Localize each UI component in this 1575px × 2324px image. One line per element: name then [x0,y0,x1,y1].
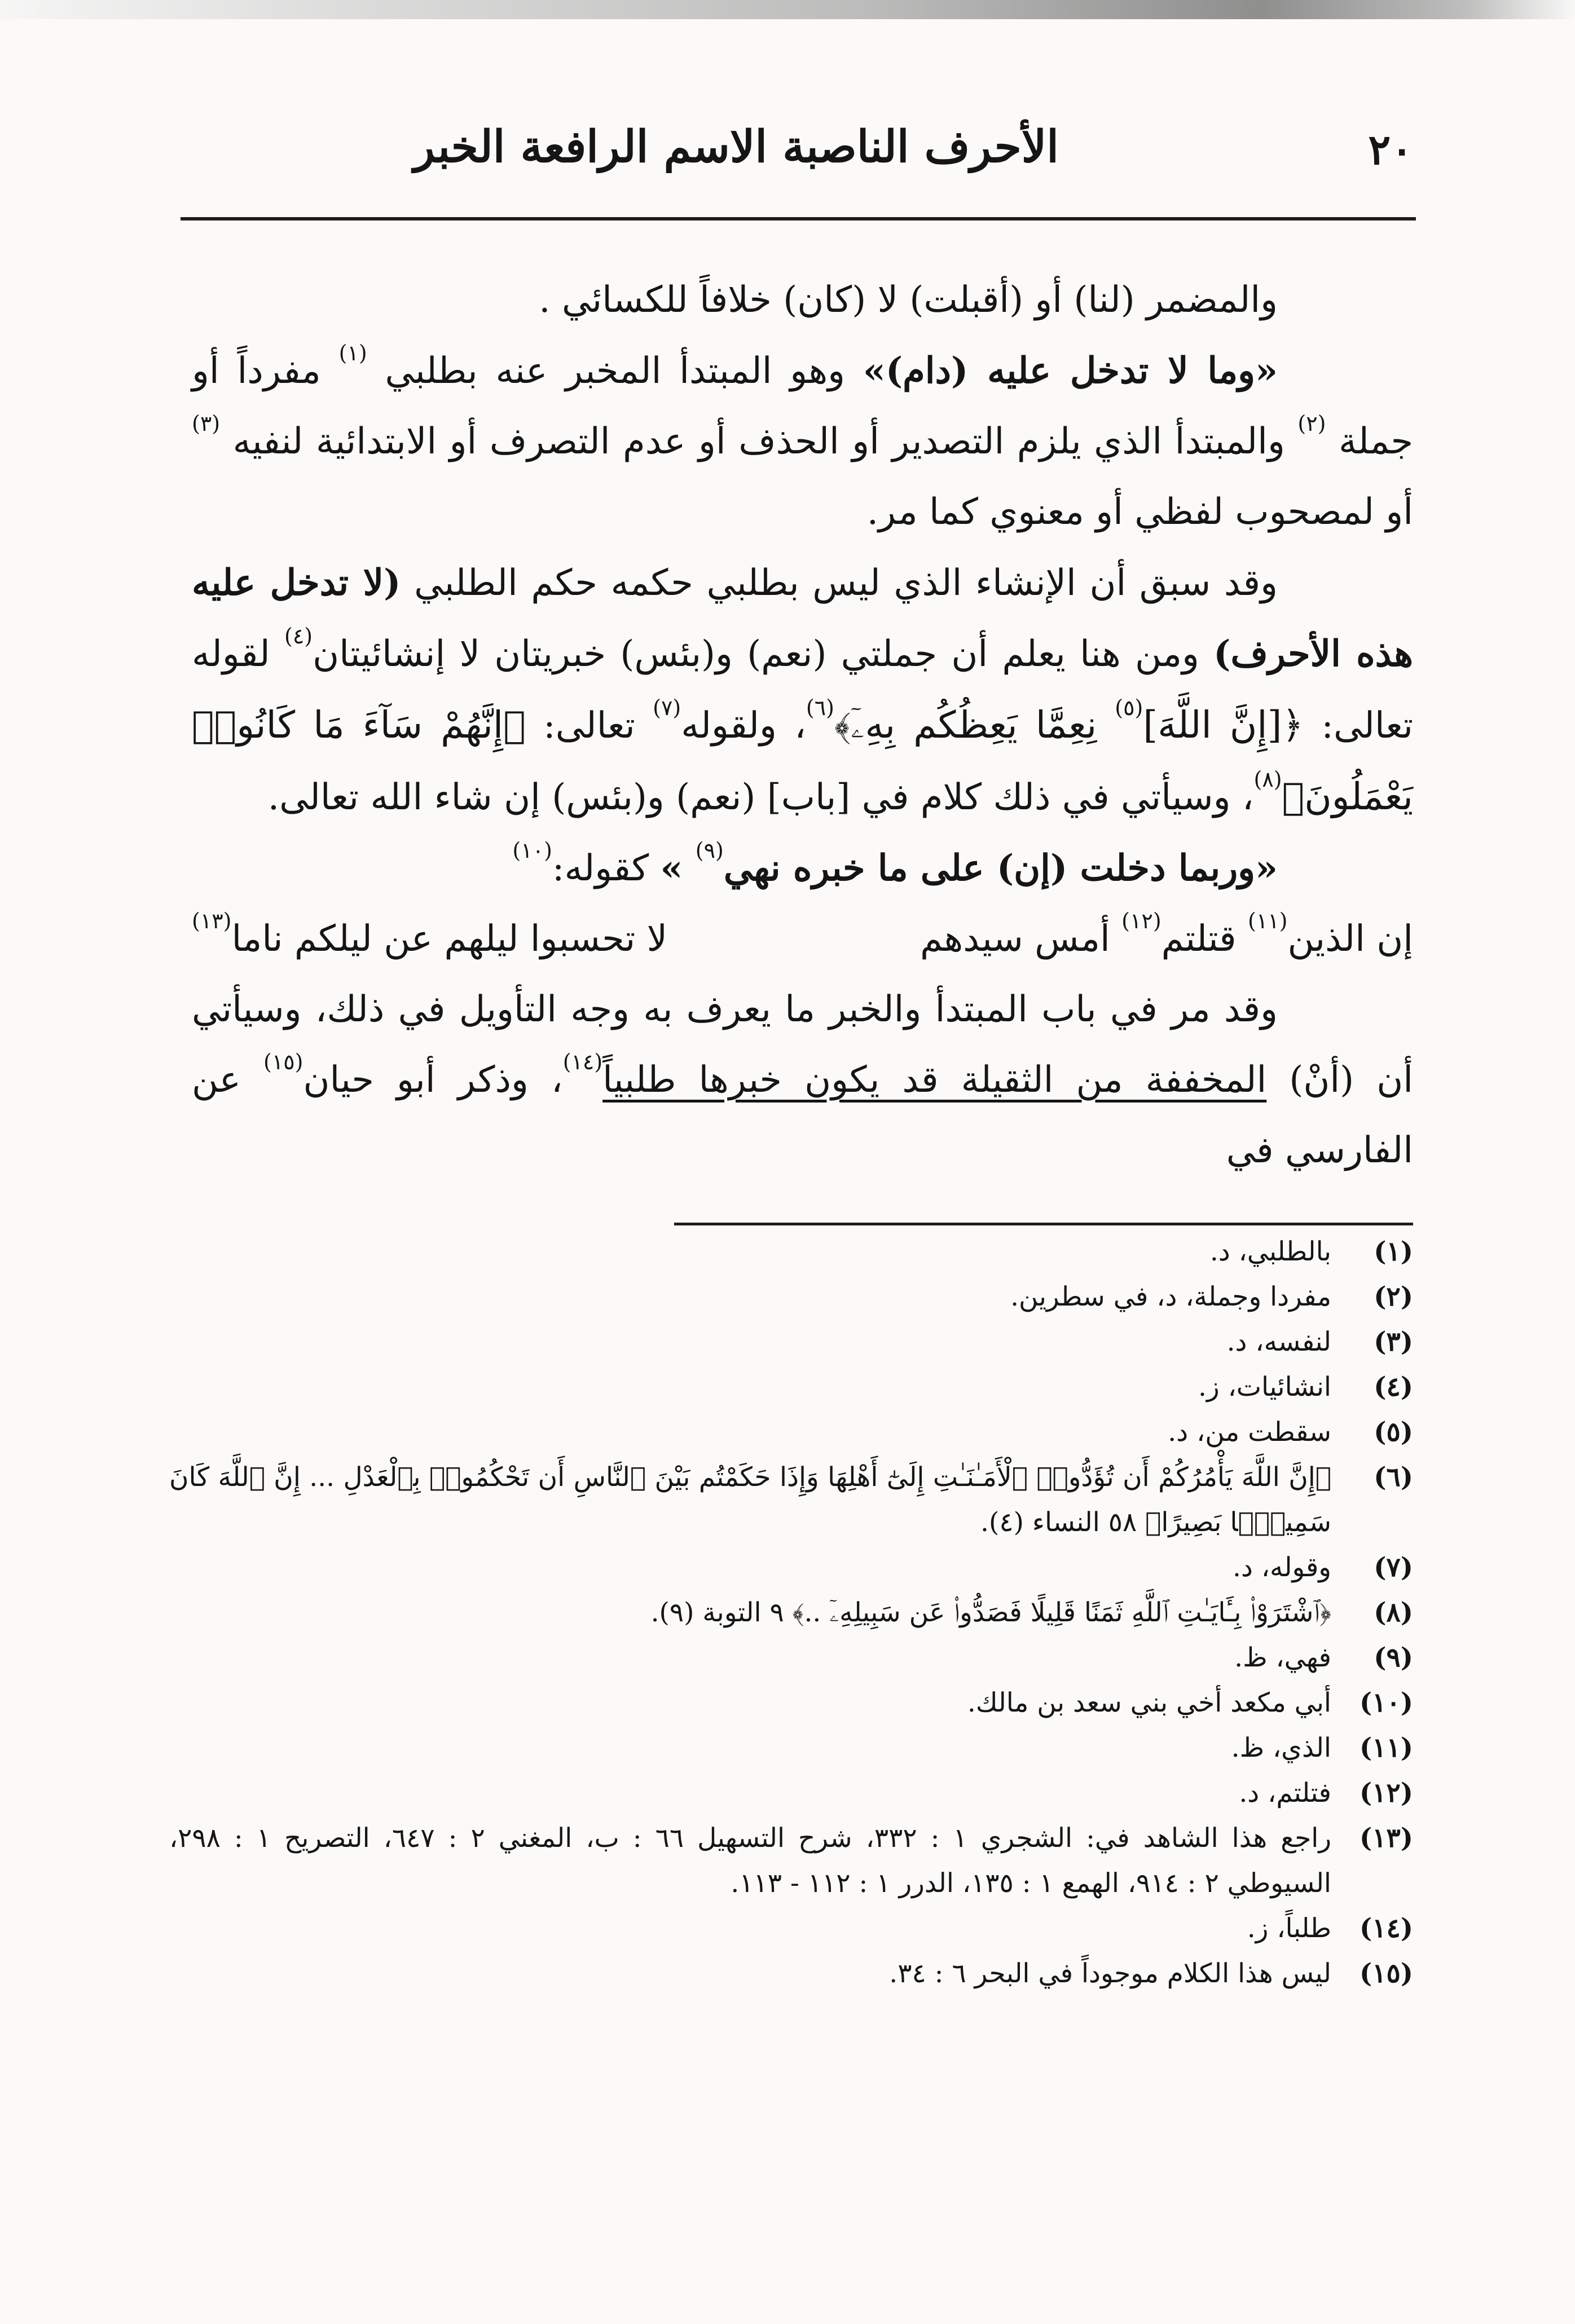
footnote-ref: (٢) [1297,411,1326,436]
footnote-12: (١٢) فتلتم، د. [1239,1778,1413,1809]
footnote-9: (٩) فهي، ظ. [1234,1642,1413,1673]
footnote-ref: (١٤) [562,1049,603,1074]
footnote-7: (٧) وقوله، د. [1233,1552,1413,1583]
paragraph-3: وقد سبق أن الإنشاء الذي ليس بطلبي حكمه حكم الطلبي (لا تدخل عليه هذه الأحرف) ومن هنا يعلم أن جملتي (نعم) و(بئس) خبريتان لا إنشائيتان$^{(٤)}$ لقوله تعالى: ﴿[إِنَّ اللَّهَ]$^{(٥)}$ نِعِمَّا يَعِظُكُم بِهِۦٓ﴾$^{(٦)}$، ولقوله$^{(٧)}$ تعالى: ﴿إِنَّهُمْ سَآءَ مَا كَانُوا۟ يَعْمَلُونَ﴾$^{(٨)}$، وسيأتي في ذلك كلام في [باب] (نعم) و(بئس) إن شاء الله تعالى. [192,562,1414,818]
footnote-8: (٨) ﴿ٱشْتَرَوْا۟ بِـَٔايَـٰتِ ٱللَّهِ ثَمَنًا قَلِيلًا فَصَدُّوا۟ عَن سَبِيلِهِۦٓ ..﴾ ٩ التوبة (٩). [650,1597,1413,1628]
footnote-4: (٤) انشائيات، ز. [1198,1372,1413,1403]
scan-edge [0,0,1575,19]
footnote-ref: (٥) [1115,695,1143,720]
header-rule [181,217,1416,221]
footnote-ref: (١٣) [192,908,232,933]
quran-quote: ﴿إِنَّهُمْ سَآءَ مَا كَانُوا۟ يَعْمَلُونَ﴾ [192,703,1413,818]
footnote-10: (١٠) أبي مكعد أخي بني سعد بن مالك. [967,1687,1413,1718]
running-title: الأحرف الناصبة الاسم الرافعة الخبر [413,121,1059,173]
footnote-11: (١١) الذي، ظ. [1231,1732,1413,1763]
quran-quote: ﴿[إِنَّ اللَّهَ] [1143,703,1304,747]
verse-first-hemistich: إن الذين$^{(١١)}$ قتلتم$^{(١٢)}$ أمس سيدهم [920,908,1413,960]
quran-quote: نِعِمَّا يَعِظُكُم بِهِۦٓ﴾ [834,703,1115,747]
footnote-ref: (١٢) [1121,908,1162,933]
footnote-15: (١٥) ليس هذا الكلام موجوداً في البحر ٦ : ٣٤. [889,1958,1413,1989]
paragraph-5: وقد مر في باب المبتدأ والخبر ما يعرف به وجه التأويل في ذلك، وسيأتي أن (أنْ) المخففة من الثقيلة قد يكون خبرها طلبياً$^{(١٤)}$، وذكر أبو حيان$^{(١٥)}$ عن الفارسي في [192,989,1414,1171]
footnote-ref: (٩) [695,837,724,863]
bold-phrase: (لا تدخل عليه هذه الأحرف) [192,562,1414,675]
footnote-ref: (١) [338,340,367,365]
underlined-phrase: المخففة من الثقيلة قد يكون خبرها طلبياً [602,1059,1267,1101]
main-text [192,265,1413,1186]
footnote-6: (٦) ﴿إِنَّ اللَّهَ يَأْمُرُكُمْ أَن تُؤَدُّوا۟ ٱلْأَمَـٰنَـٰتِ إِلَىٰٓ أَهْلِهَا وَإِذَا حَكَمْتُم بَيْنَ ٱلنَّاسِ أَن تَحْكُمُوا۟ بِٱلْعَدْلِ ... إِنَّ ٱللَّهَ كَانَ سَمِيعًۢا بَصِيرًا﴾ ٥٨ النساء (٤). [169,1462,1413,1538]
footnote-2: (٢) مفردا وجملة، د، في سطرين. [1010,1281,1413,1312]
footnote-ref: (١٠) [512,837,552,863]
footnote-13: (١٣) راجع هذا الشاهد في: الشجري ١ : ٣٣٢، شرح التسهيل ٦٦ : ب، المغني ٢ : ٦٤٧، التصريح ١ : ٢٩٨، السيوطي ٢ : ٩١٤، الهمع ١ : ١٣٥، الدرر ١ : ١١٢ - ١١٣. [169,1823,1413,1899]
rule-heading: «وربما دخلت (إن) على ما خبره نهي [723,847,1278,889]
footnote-ref: (١٥) [263,1049,303,1074]
footnote-ref: (١١) [1247,908,1288,933]
footnote-ref: (٧) [653,695,681,720]
paragraph-1: والمضمر (لنا) أو (أقبلت) لا (كان) خلافاً للكسائي . [539,279,1278,321]
footnote-ref: (٨) [1253,766,1282,792]
footnote-ref: (٦) [806,695,834,720]
footnotes [169,1229,1413,1996]
poetry-verse [192,904,1413,974]
paragraph-2: «وما لا تدخل عليه (دام)» وهو المبتدأ المخبر عنه بطلبي $^{(١)}$ مفرداً أو جملة $^{(٢)}$ والمبتدأ الذي يلزم التصدير أو الحذف أو عدم التصرف أو الابتدائية لنفيه $^{(٣)}$ أو لمصحوب لفظي أو معنوي كما مر. [192,340,1414,533]
footnote-3: (٣) لنفسه، د. [1226,1326,1413,1357]
rule-heading: «وما لا تدخل عليه (دام)» [863,350,1278,392]
footnote-14: (١٤) طلباً، ز. [1247,1913,1413,1944]
footnote-ref: (٤) [284,623,313,649]
verse-second-hemistich: لا تحسبوا ليلهم عن ليلكم ناما$^{(١٣)}$ [192,908,668,960]
footnote-rule [674,1223,1413,1225]
paragraph-4: «وربما دخلت (إن) على ما خبره نهي$^{(٩)}$ » كقوله:$^{(١٠)}$ [512,837,1278,889]
footnote-1: (١) بالطلبي، د. [1209,1236,1413,1267]
page-number: ٢٠ [1368,126,1413,174]
footnote-ref: (٣) [192,411,221,436]
footnote-5: (٥) سقطت من، د. [1168,1417,1413,1448]
page-header [183,121,1413,206]
